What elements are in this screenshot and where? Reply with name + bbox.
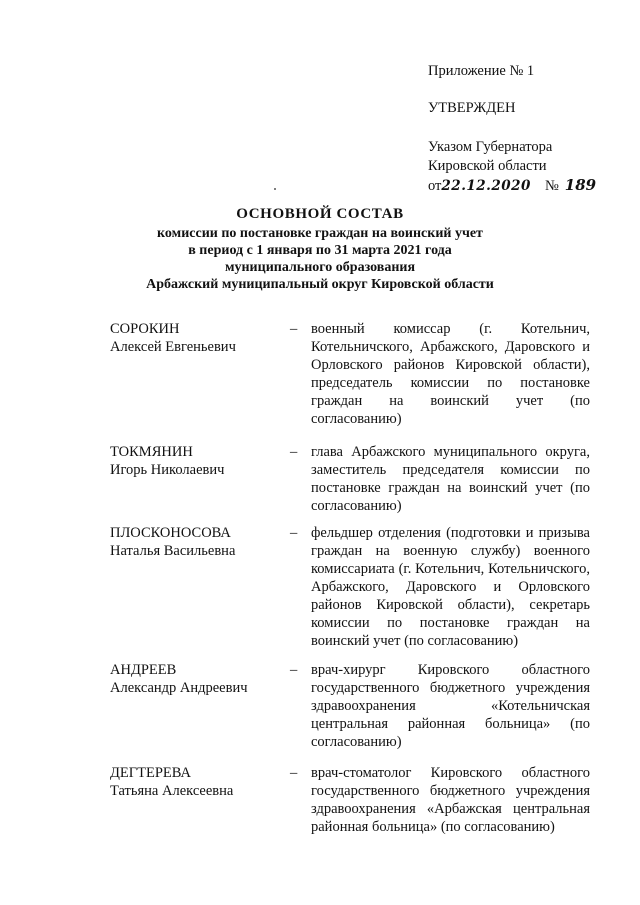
handwritten-date: 22.12.2020 [441,178,531,194]
title-line-2: в период с 1 января по 31 марта 2021 года [188,243,452,258]
member-position: глава Арбажского муниципального округа, заместитель председателя комиссии по постановке граждан на воинский учет (по согласованию) [311,444,590,514]
member-name [110,524,280,560]
member-position: врач-хирург Кировского областного государственного бюджетного учреждения здравоохранения «Котельничская центральная районная больница» (по согласованию) [311,662,590,750]
member-given-names: Наталья Васильевна [110,543,236,559]
member-dash: – [290,662,298,678]
title-line-4: Арбажский муниципальный округ Кировской области [146,277,494,292]
decree-line-2: Кировской области [428,158,547,174]
member-position: фельдшер отделения (подготовки и призыва граждан на военную службу) военного комиссариата (г. Котельнич, Котельничского, Арбажского, Даровского и Орловского районов Кировской области), секретарь комиссии по постановке граждан на воинский учет (по согласованию) [311,525,590,649]
member-dash: – [290,444,298,460]
handwritten-number: 189 [564,176,597,194]
member-surname: ДЕГТЕРЕВА [110,765,191,781]
number-sign: № [544,178,559,194]
member-given-names: Алексей Евгеньевич [110,339,236,355]
document-title [0,203,640,293]
decree-date-line [428,176,628,196]
member-dash: – [290,525,298,541]
title-line-1: комиссии по постановке граждан на воинский учет [157,226,483,241]
member-position: военный комиссар (г. Котельнич, Котельничского, Арбажского, Даровского и Орловского районов Кировской области), председатель комиссии по постановке граждан на воинский учет (по согласованию) [311,321,590,427]
member-surname: АНДРЕЕВ [110,662,177,678]
title-main: ОСНОВНОЙ СОСТАВ [236,206,404,222]
appendix-label: Приложение № 1 [428,63,535,79]
approval-header [428,62,628,196]
member-name [110,764,280,800]
member-name [110,443,280,479]
member-given-names: Татьяна Алексеевна [110,783,234,799]
member-surname: СОРОКИН [110,321,180,337]
member-surname: ТОКМЯНИН [110,444,193,460]
member-given-names: Игорь Николаевич [110,462,225,478]
member-surname: ПЛОСКОНОСОВА [110,525,231,541]
title-line-3: муниципального образования [224,260,416,275]
decree-line-1: Указом Губернатора [428,139,553,155]
approved-label: УТВЕРЖДЕН [428,100,516,116]
member-dash: – [290,765,298,781]
member-position: врач-стоматолог Кировского областного государственного бюджетного учреждения здравоохранения «Арбажская центральная районная больница» (по согласованию) [311,765,590,835]
scan-speck [274,188,276,190]
date-prefix: от [428,178,442,194]
member-name [110,320,280,356]
member-given-names: Александр Андреевич [110,680,248,696]
member-dash: – [290,321,298,337]
member-name [110,661,280,697]
